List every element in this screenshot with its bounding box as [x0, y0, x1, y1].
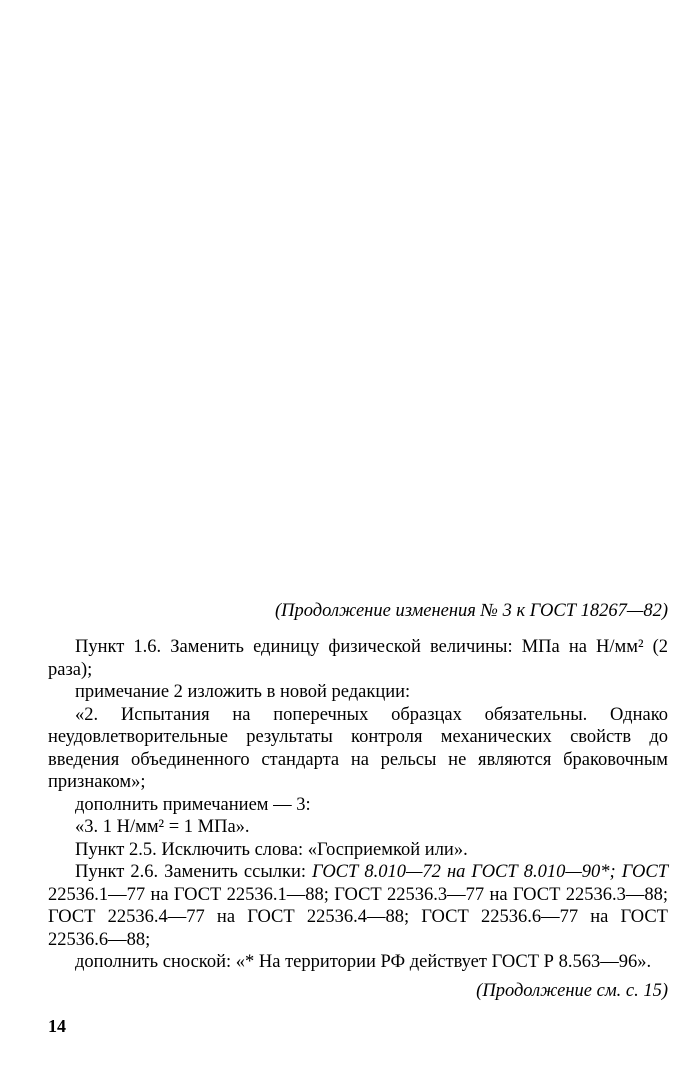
continuation-header: (Продолжение изменения № 3 к ГОСТ 18267—82) — [275, 601, 668, 621]
paragraph-6: Пункт 2.5. Исключить слова: «Госприемкой или». — [75, 839, 468, 860]
paragraph-7-refs: 22536.1—77 на ГОСТ 22536.1—88; ГОСТ 22536.3—77 на ГОСТ 22536.3—88; ГОСТ 22536.4—77 на ГОСТ 22536.4—88; ГОСТ 22536.6—77 на ГОСТ 22536.6—88; — [48, 884, 668, 950]
page-number: 14 — [48, 1016, 66, 1036]
paragraph-5: «3. 1 Н/мм² = 1 МПа». — [75, 817, 250, 837]
paragraph-1: Пункт 1.6. Заменить единицу физической величины: МПа на Н/мм² (2 раза); — [48, 637, 668, 680]
paragraph-7-italic-refs: ГОСТ 8.010—72 на ГОСТ 8.010—90*; ГОСТ — [312, 862, 668, 882]
document-page — [48, 600, 668, 1002]
paragraph-3: «2. Испытания на поперечных образцах обязательны. Однако неудовлетворительные результаты контроля механических свойств до введения объединенного стандарта на рельсы не являются браковочным признаком»; — [48, 704, 668, 792]
paragraph-4: дополнить примечанием — 3: — [75, 794, 311, 815]
paragraph-7 — [48, 861, 668, 951]
document-body — [48, 636, 668, 974]
paragraph-2: примечание 2 изложить в новой редакции: — [75, 682, 411, 702]
paragraph-7-lead: Пункт 2.6. Заменить ссылки: — [75, 862, 313, 882]
continuation-footer: (Продолжение см. с. 15) — [476, 980, 668, 1001]
paragraph-8: дополнить сноской: «* На территории РФ действует ГОСТ Р 8.563—96». — [75, 952, 652, 972]
